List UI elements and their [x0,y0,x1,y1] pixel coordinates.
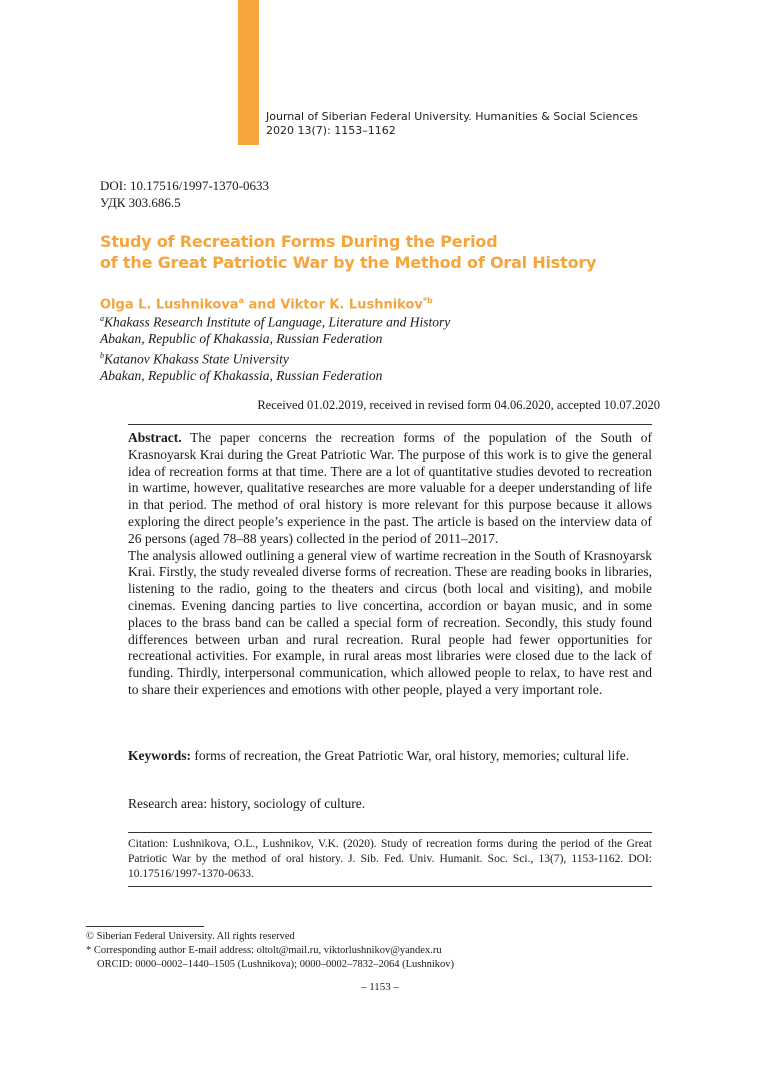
author-1: Olga L. Lushnikova [100,297,239,313]
authors-conjunction: and [243,297,281,313]
research-area: Research area: history, sociology of culture. [128,796,366,811]
keywords [128,748,652,765]
keywords-label: Keywords: [128,748,191,763]
affiliation-a-location: Abakan, Republic of Khakassia, Russian Federation [100,331,383,347]
affiliation-a-institution: Khakass Research Institute of Language, Literature and History [104,314,451,330]
abstract-paragraph-1 [128,430,652,548]
article-title [100,231,660,273]
abstract-label: Abstract. [128,430,182,445]
affiliation-b-mark: b [100,351,104,361]
copyright-note: © Siberian Federal University. All rights reserved [86,931,295,942]
footnote-rule [86,926,204,927]
citation-top-rule [128,832,652,833]
udk-text: УДК 303.686.5 [100,195,181,210]
affiliations [100,311,660,385]
affiliation-b-institution: Katanov Khakass State University [104,351,289,367]
page-number: – 1153 – [360,981,400,993]
corresponding-author-note: * Corresponding author E-mail address: oltolt@mail.ru, viktorlushnikov@yandex.ru [86,945,442,957]
footnotes [86,930,686,973]
citation: Citation: Lushnikova, O.L., Lushnikov, V.K. (2020). Study of recreation forms during the period of the Great Patriotic War by the method of oral history. J. Sib. Fed. Univ. Humanit. Soc. Sci., 13(7), 1153-1162. DOI: 10.17516/1997-1370-0633. [128,838,652,881]
title-line-1: Study of Recreation Forms During the Period [100,232,498,251]
keywords-text: forms of recreation, the Great Patriotic War, oral history, memories; cultural life. [191,748,630,763]
journal-header [266,110,736,138]
identifiers [100,177,269,211]
affiliation-a-mark: a [100,314,104,323]
abstract-text-1: The paper concerns the recreation forms of the population of the South of Krasnoyarsk Krai during the Great Patriotic War. The purpose of this work is to give the general idea of recreation forms at that time. There are a lot of quantitative studies devoted to recreation in wartime, however, qualitative researches are more valuable for a deeper understanding of life in that period. The method of oral history is more relevant for this purpose because it allows exploring the direct people’s experience in the past. The article is based on the interview data of 26 persons (aged 78–88 years) collected in the period of 2011–2017. [128,430,652,546]
author-2: Viktor K. Lushnikov [280,297,423,313]
doi-text: DOI: 10.17516/1997-1370-0633 [100,178,269,193]
received-dates: Received 01.02.2019, received in revised form 04.06.2020, accepted 10.07.2020 [257,398,660,412]
orcid-note: ORCID: 0000–0002–1440–1505 (Lushnikova); 0000–0002–7832–2064 (Lushnikov) [97,959,454,971]
abstract-top-rule [128,424,652,425]
header-accent-bar [238,0,259,145]
abstract [128,430,652,699]
author-2-affil-mark: *b [422,296,433,305]
journal-name: Journal of Siberian Federal University. Humanities & Social Sciences [266,110,638,123]
affiliation-b-location: Abakan, Republic of Khakassia, Russian Federation [100,368,383,384]
affiliation-a [100,311,660,331]
citation-bottom-rule [128,886,652,887]
abstract-paragraph-2: The analysis allowed outlining a general view of wartime recreation in the South of Krasnoyarsk Krai. Firstly, the study revealed diverse forms of recreation. These are reading books in libraries, listening to the radio, going to the theaters and circus (both local and visiting), and mobile cinemas. Evening dancing parties to live concertina, accordion or bayan music, and in some places to the brass band can be called a special form of recreation. Secondly, this study found differences between urban and rural recreation. Rural people had fewer opportunities for recreational activities. For example, in rural areas most libraries were closed due to the lack of funding. Thirdly, interpersonal communication, which allowed people to relax, to have rest and to share their experiences and emotions with other people, played a very important role. [128,547,652,697]
title-line-2: of the Great Patriotic War by the Method of Oral History [100,253,597,272]
affiliation-b [100,348,660,368]
author-1-affil-mark: a [238,296,244,305]
journal-issue: 2020 13(7): 1153–1162 [266,124,396,137]
